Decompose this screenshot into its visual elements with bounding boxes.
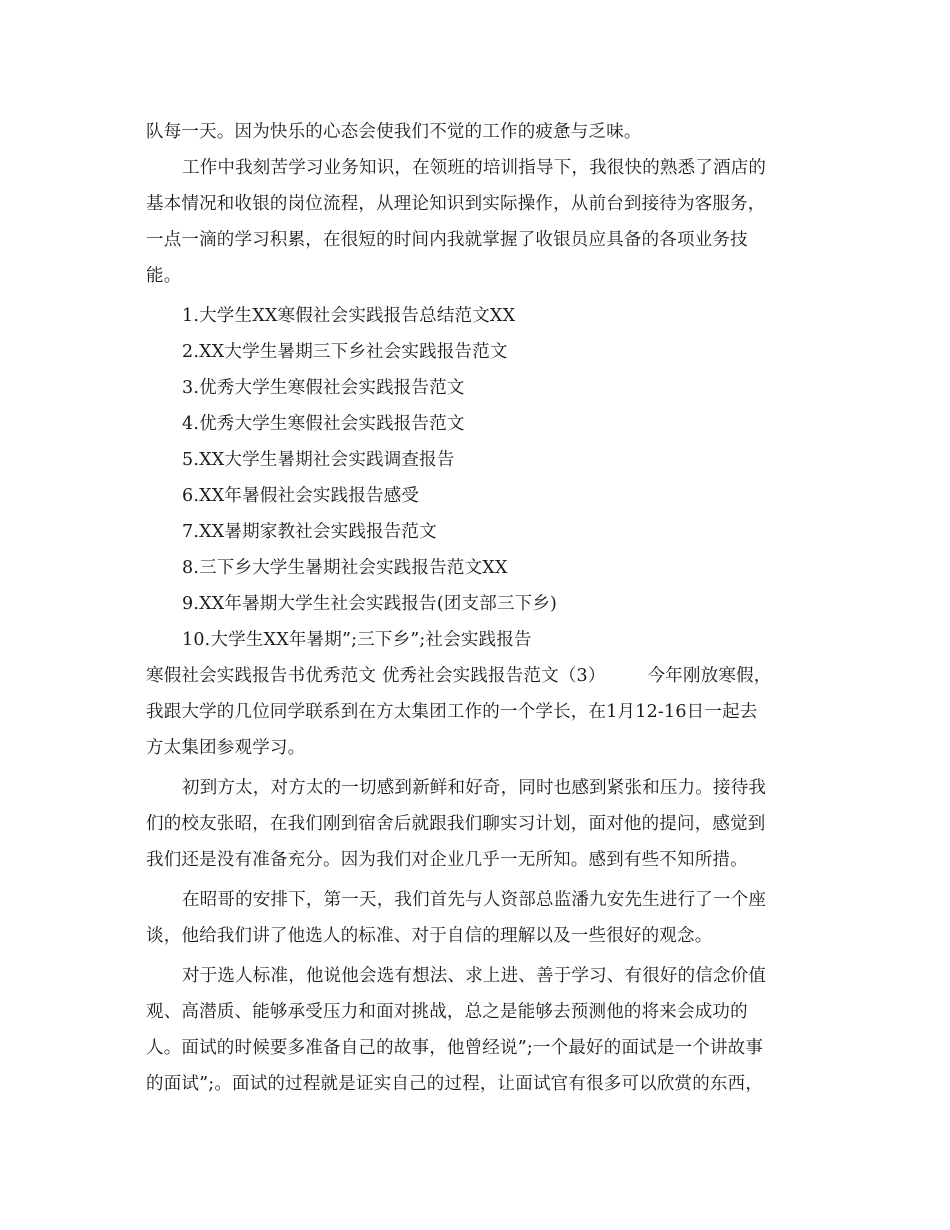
- paragraph-line: 我们还是没有准备充分。因为我们对企业几乎一无所知。感到有些不知所措。: [146, 850, 748, 870]
- list-item: 9.XX年暑期大学生社会实践报告(团支部三下乡): [182, 594, 558, 614]
- list-item: 8.三下乡大学生暑期社会实践报告范文XX: [182, 558, 508, 578]
- paragraph-line: 观、高潜质、能够承受压力和面对挑战，总之是能够去预测他的将来会成功的: [146, 1002, 748, 1022]
- paragraph-line: 一点一滴的学习积累，在很短的时间内我就掌握了收银员应具备的各项业务技: [146, 230, 748, 250]
- paragraph-line: 方太集团参观学习。: [146, 738, 306, 758]
- list-item: 5.XX大学生暑期社会实践调查报告: [182, 450, 455, 470]
- paragraph-line: 在昭哥的安排下，第一天，我们首先与人资部总监潘九安先生进行了一个座: [182, 890, 767, 910]
- paragraph-line: 基本情况和收银的岗位流程，从理论知识到实际操作，从前台到接待为客服务，: [146, 194, 766, 214]
- paragraph-line: 们的校友张昭，在我们刚到宿舍后就跟我们聊实习计划，面对他的提问，感觉到: [146, 814, 766, 834]
- paragraph-line: 人。面试的时候要多准备自己的故事，他曾经说”;一个最好的面试是一个讲故事: [146, 1038, 764, 1058]
- list-item: 4.优秀大学生寒假社会实践报告范文: [182, 414, 465, 434]
- section-title: 寒假社会实践报告书优秀范文 优秀社会实践报告范文（3）: [146, 666, 606, 686]
- paragraph-line: 初到方太，对方太的一切感到新鲜和好奇，同时也感到紧张和压力。接待我: [182, 778, 767, 798]
- paragraph-line: 谈，他给我们讲了他选人的标准、对于自信的理解以及一些很好的观念。: [146, 926, 713, 946]
- section-lead: 今年刚放寒假，: [647, 666, 772, 686]
- paragraph-line: 我跟大学的几位同学联系到在方太集团工作的一个学长，在1月12-16日一起去: [146, 702, 758, 722]
- list-item: 10.大学生XX年暑期”;三下乡”;社会实践报告: [182, 630, 532, 650]
- list-item: 7.XX暑期家教社会实践报告范文: [182, 522, 437, 542]
- paragraph-line: 能。: [146, 266, 182, 286]
- paragraph-line: 对于选人标准，他说他会选有想法、求上进、善于学习、有很好的信念价值: [182, 966, 767, 986]
- list-item: 1.大学生XX寒假社会实践报告总结范文XX: [182, 306, 516, 326]
- list-item: 3.优秀大学生寒假社会实践报告范文: [182, 378, 465, 398]
- paragraph-line: 工作中我刻苦学习业务知识，在领班的培训指导下，我很快的熟悉了酒店的: [182, 158, 767, 178]
- list-item: 2.XX大学生暑期三下乡社会实践报告范文: [182, 342, 508, 362]
- list-item: 6.XX年暑假社会实践报告感受: [182, 486, 420, 506]
- paragraph-line: 的面试”;。面试的过程就是证实自己的过程，让面试官有很多可以欣赏的东西，: [146, 1074, 764, 1094]
- paragraph-line: 队每一天。因为快乐的心态会使我们不觉的工作的疲惫与乏味。: [146, 122, 642, 142]
- section-title-line: [146, 662, 772, 687]
